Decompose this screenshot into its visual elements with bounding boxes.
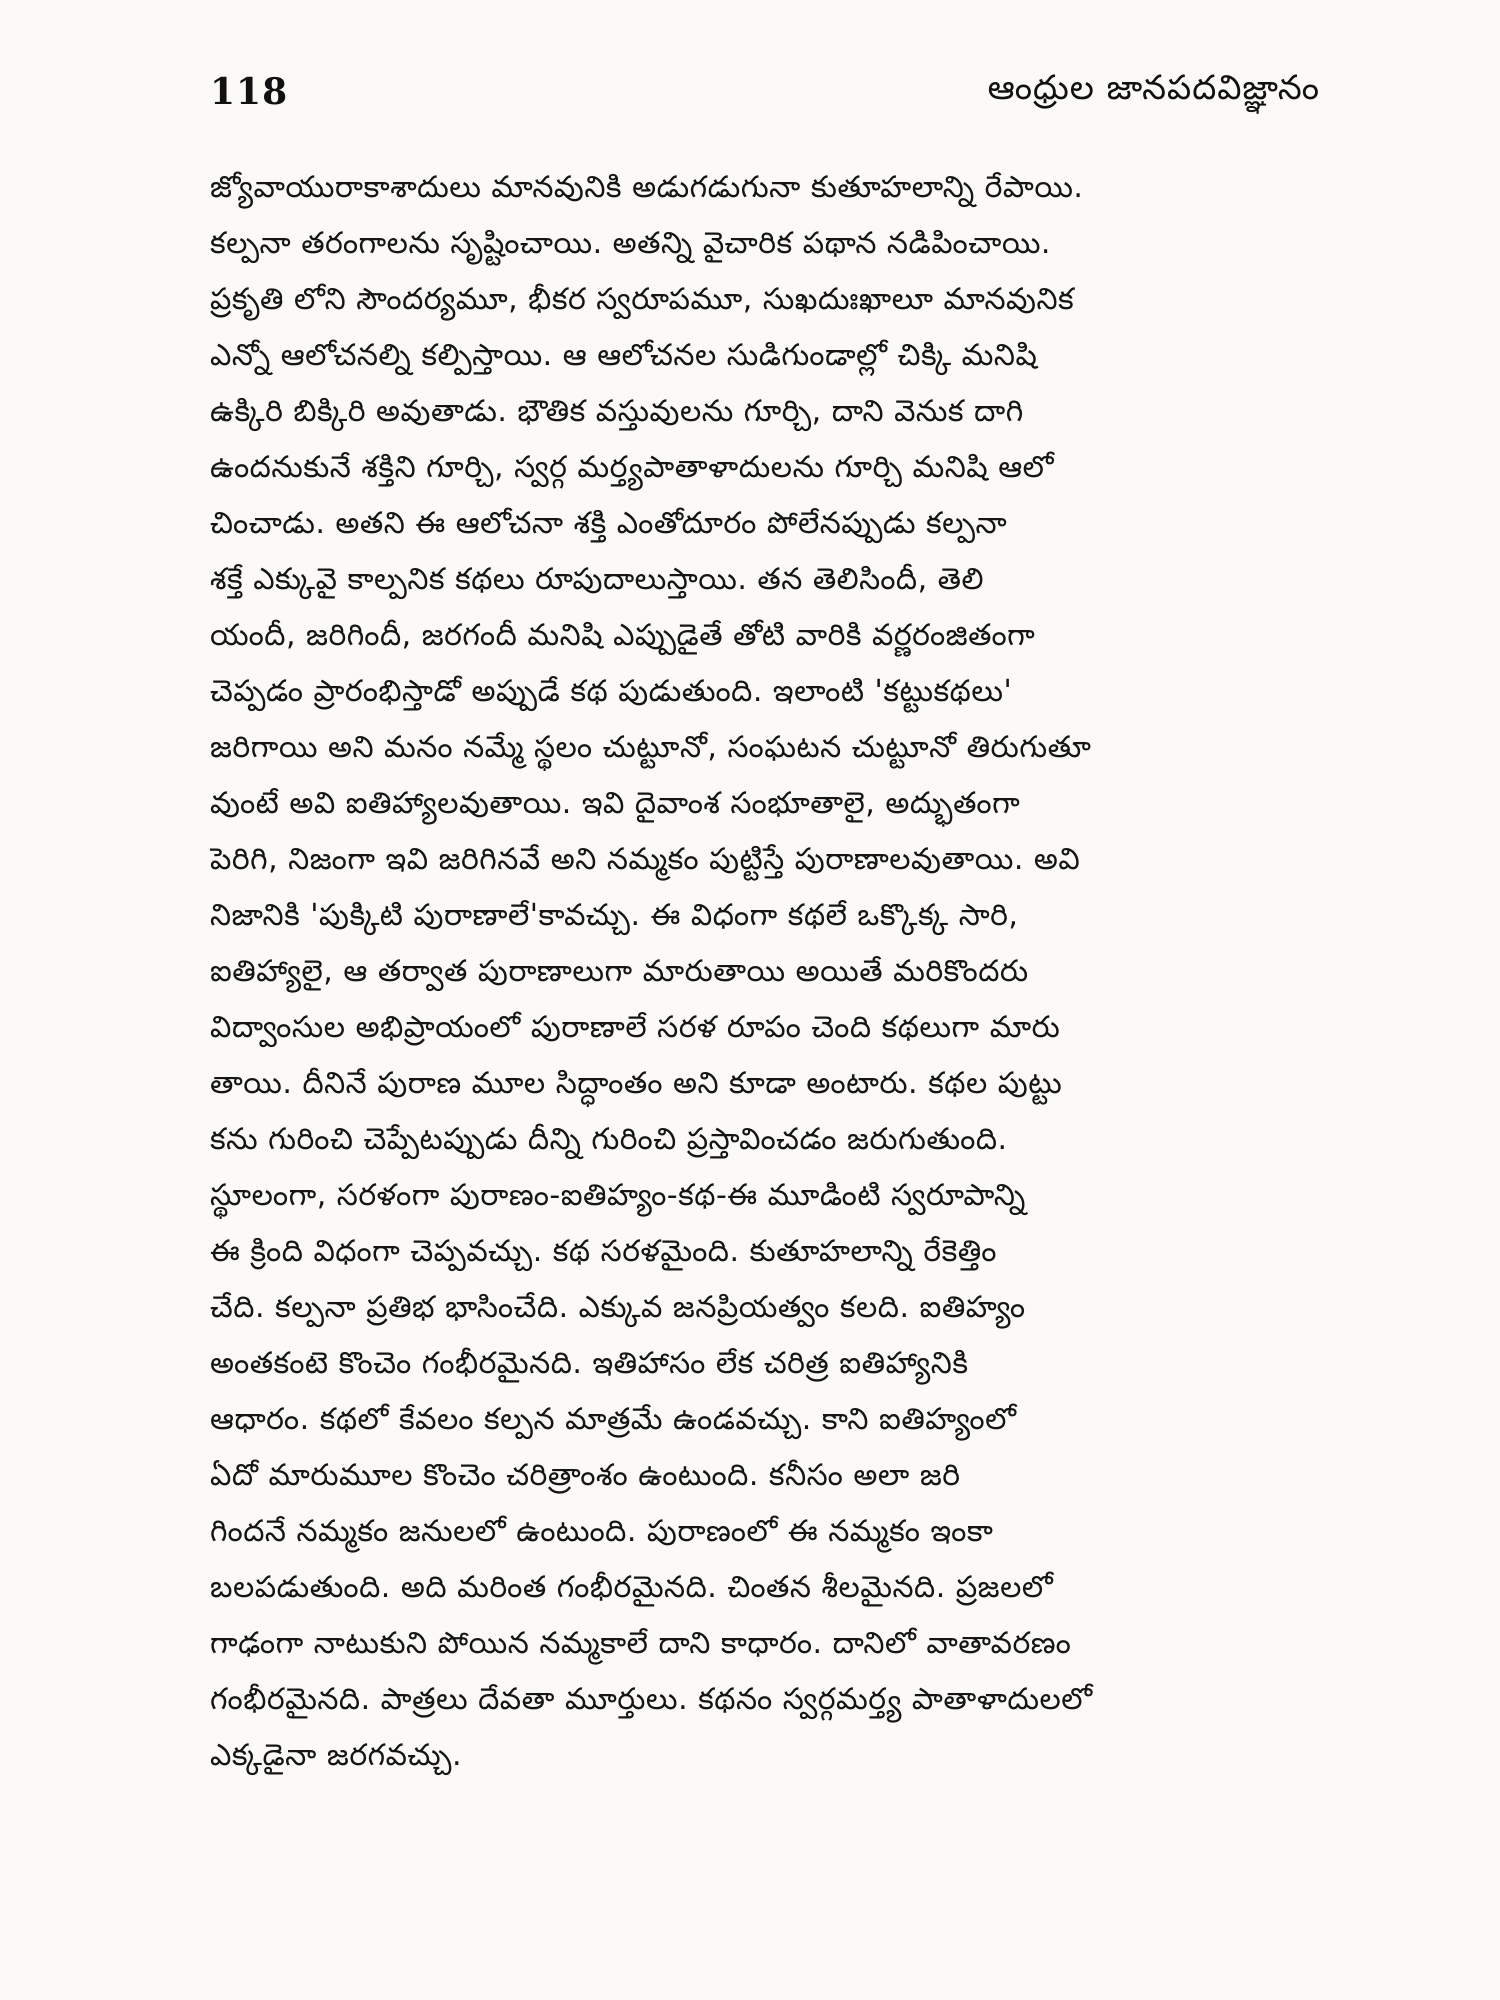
text-line: విద్వాంసుల అభిప్రాయంలో పురాణాలే సరళ రూపం చెంది కథలుగా మారు bbox=[210, 1010, 1061, 1045]
text-line: గిందనే నమ్మకం జనులలో ఉంటుంది. పురాణంలో ఈ నమ్మకం ఇంకా bbox=[210, 1514, 994, 1549]
text-line: చించాడు. అతని ఈ ఆలోచనా శక్తి ఎంతోదూరం పోలేనప్పుడు కల్పనా bbox=[210, 506, 1008, 541]
text-line: ఏదో మారుమూల కొంచెం చరిత్రాంశం ఉంటుంది. కనీసం అలా జరి bbox=[210, 1458, 961, 1493]
text-line: ఎన్నో ఆలోచనల్ని కల్పిస్తాయి. ఆ ఆలోచనల సుడిగుండాల్లో చిక్కి మనిషి bbox=[210, 338, 1038, 373]
text-line: శక్తే ఎక్కువై కాల్పనిక కథలు రూపుదాలుస్తాయి. తన తెలిసిందీ, తెలి bbox=[210, 562, 985, 597]
text-line: పెరిగి, నిజంగా ఇవి జరిగినవే అని నమ్మకం పుట్టిస్తే పురాణాలవుతాయి. అవి bbox=[210, 842, 1081, 877]
text-line: ఐతిహ్యాలై, ఆ తర్వాత పురాణాలుగా మారుతాయి అయితే మరికొందరు bbox=[210, 954, 1029, 989]
text-line: ఈ క్రింది విధంగా చెప్పవచ్చు. కథ సరళమైంది. కుతూహలాన్ని రేకెత్తిం bbox=[210, 1234, 997, 1269]
text-line: స్థూలంగా, సరళంగా పురాణం-ఐతిహ్యం-కథ-ఈ మూడింటి స్వరూపాన్ని bbox=[210, 1178, 1026, 1213]
text-line: ఉక్కిరి బిక్కిరి అవుతాడు. భౌతిక వస్తువులను గూర్చి, దాని వెనుక దాగి bbox=[210, 394, 1024, 429]
running-title: ఆంధ్రుల జానపదవిజ్ఞానం bbox=[987, 68, 1320, 108]
text-line: బలపడుతుంది. అది మరింత గంభీరమైనది. చింతన శీలమైనది. ప్రజలలో bbox=[210, 1570, 1054, 1605]
text-line: ఎక్కడైనా జరగవచ్చు. bbox=[210, 1738, 463, 1773]
text-line: జరిగాయి అని మనం నమ్మే స్థలం చుట్టూనో, సంఘటన చుట్టూనో తిరుగుతూ bbox=[210, 730, 1092, 765]
text-line: కను గురించి చెప్పేటప్పుడు దీన్ని గురించి ప్రస్తావించడం జరుగుతుంది. bbox=[210, 1122, 1008, 1157]
text-line: యందీ, జరిగిందీ, జరగందీ మనిషి ఎప్పుడైతే తోటి వారికి వర్ణరంజితంగా bbox=[210, 618, 1036, 653]
page-number: 118 bbox=[210, 71, 289, 113]
body-text bbox=[210, 160, 1325, 1920]
text-line: గాఢంగా నాటుకుని పోయిన నమ్మకాలే దాని కాధారం. దానిలో వాతావరణం bbox=[210, 1626, 1072, 1661]
text-line: గంభీరమైనది. పాత్రలు దేవతా మూర్తులు. కథనం స్వర్గమర్త్య పాతాళాదులలో bbox=[210, 1682, 1093, 1717]
page-header bbox=[210, 62, 1320, 122]
text-line: చేది. కల్పనా ప్రతిభ భాసించేది. ఎక్కువ జనప్రియత్వం కలది. ఐతిహ్యం bbox=[210, 1290, 1026, 1325]
text-line: జ్యోవాయురాకాశాదులు మానవునికి అడుగడుగునా కుతూహలాన్ని రేపాయి. bbox=[210, 170, 1084, 205]
text-line: ఆధారం. కథలో కేవలం కల్పన మాత్రమే ఉండవచ్చు. కాని ఐతిహ్యంలో bbox=[210, 1402, 1017, 1437]
text-line: అంతకంటె కొంచెం గంభీరమైనది. ఇతిహాసం లేక చరిత్ర ఐతిహ్యానికి bbox=[210, 1346, 969, 1381]
text-line: వుంటే అవి ఐతిహ్యాలవుతాయి. ఇవి దైవాంశ సంభూతాలై, అద్భుతంగా bbox=[210, 786, 1021, 821]
text-line: తాయి. దీనినే పురాణ మూల సిద్ధాంతం అని కూడా అంటారు. కథల పుట్టు bbox=[210, 1066, 1063, 1101]
text-line: ప్రకృతి లోని సౌందర్యమూ, భీకర స్వరూపమూ, సుఖదుఃఖాలూ మానవునిక bbox=[210, 282, 1075, 317]
text-line: నిజానికి 'పుక్కిటి పురాణాలే'కావచ్చు. ఈ విధంగా కథలే ఒక్కొక్క సారి, bbox=[210, 898, 1019, 933]
text-line: చెప్పడం ప్రారంభిస్తాడో అప్పుడే కథ పుడుతుంది. ఇలాంటి 'కట్టుకథలు' bbox=[210, 674, 1013, 709]
text-line: ఉందనుకునే శక్తిని గూర్చి, స్వర్గ మర్త్యపాతాళాదులను గూర్చి మనిషి ఆలో bbox=[210, 450, 1055, 485]
text-line: కల్పనా తరంగాలను సృష్టించాయి. అతన్ని వైచారిక పథాన నడిపించాయి. bbox=[210, 226, 1051, 261]
